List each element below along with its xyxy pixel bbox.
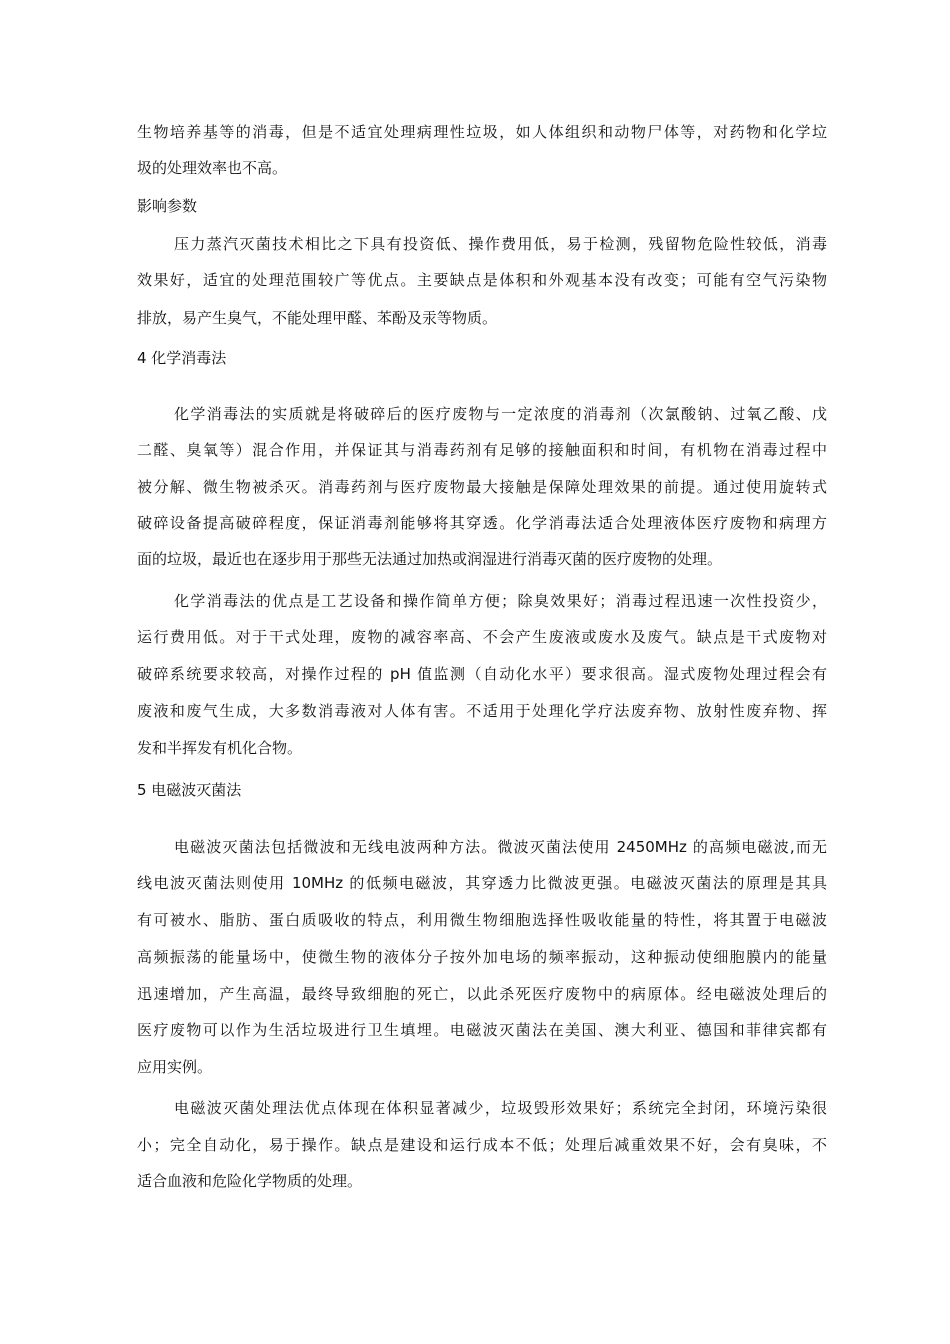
paragraph-line: 运行费用低。对于干式处理，废物的减容率高、不会产生废液或废水及废气。缺点是干式废物对 [137,628,827,646]
paragraph-line: 化学消毒法的实质就是将破碎后的医疗废物与一定浓度的消毒剂（次氯酸钠、过氧乙酸、戊 [174,405,827,423]
paragraph-line: 电磁波灭菌处理法优点体现在体积显著减少，垃圾毁形效果好；系统完全封闭，环境污染很 [174,1099,827,1117]
paragraph-line: 适合血液和危险化学物质的处理。 [137,1172,363,1190]
paragraph-line: 发和半挥发有机化合物。 [137,739,303,757]
section-heading-chemical: 4 化学消毒法 [137,349,227,367]
paragraph-line: 效果好，适宜的处理范围较广等优点。主要缺点是体积和外观基本没有改变；可能有空气污染物 [137,271,827,289]
section-heading-electromagnetic: 5 电磁波灭菌法 [137,781,242,799]
paragraph-line: 面的垃圾，最近也在逐步用于那些无法通过加热或润湿进行消毒灭菌的医疗废物的处理。 [137,550,723,568]
paragraph-line: 生物培养基等的消毒，但是不适宜处理病理性垃圾，如人体组织和动物尸体等，对药物和化学垃 [137,123,827,141]
paragraph-line: 圾的处理效率也不高。 [137,159,288,177]
paragraph-line: 破碎系统要求较高，对操作过程的 pH 值监测（自动化水平）要求很高。湿式废物处理过程会有 [137,665,827,683]
paragraph-line: 迅速增加，产生高温，最终导致细胞的死亡，以此杀死医疗废物中的病原体。经电磁波处理后的 [137,985,827,1003]
paragraph-line: 应用实例。 [137,1058,213,1076]
section-heading-params: 影响参数 [137,197,198,215]
paragraph-line: 排放，易产生臭气，不能处理甲醛、苯酚及汞等物质。 [137,309,498,327]
paragraph-line: 被分解、微生物被杀灭。消毒药剂与医疗废物最大接触是保障处理效果的前提。通过使用旋转式 [137,478,827,496]
paragraph-line: 有可被水、脂肪、蛋白质吸收的特点，利用微生物细胞选择性吸收能量的特性，将其置于电磁波 [137,911,827,929]
paragraph-line: 废液和废气生成，大多数消毒液对人体有害。不适用于处理化学疗法废弃物、放射性废弃物、挥 [137,702,827,720]
paragraph-line: 电磁波灭菌法包括微波和无线电波两种方法。微波灭菌法使用 2450MHz 的高频电磁波,而无 [174,838,827,856]
paragraph-line: 高频振荡的能量场中，使微生物的液体分子按外加电场的频率振动，这种振动使细胞膜内的能量 [137,948,827,966]
paragraph-line: 压力蒸汽灭菌技术相比之下具有投资低、操作费用低，易于检测，残留物危险性较低，消毒 [174,235,827,253]
paragraph-line: 线电波灭菌法则使用 10MHz 的低频电磁波，其穿透力比微波更强。电磁波灭菌法的原理是其具 [137,874,827,892]
paragraph-line: 二醛、臭氧等）混合作用，并保证其与消毒药剂有足够的接触面积和时间，有机物在消毒过程中 [137,441,827,459]
paragraph-line: 医疗废物可以作为生活垃圾进行卫生填埋。电磁波灭菌法在美国、澳大利亚、德国和菲律宾都有 [137,1021,827,1039]
paragraph-line: 化学消毒法的优点是工艺设备和操作简单方便；除臭效果好；消毒过程迅速一次性投资少， [174,592,827,610]
paragraph-line: 破碎设备提高破碎程度，保证消毒剂能够将其穿透。化学消毒法适合处理液体医疗废物和病理方 [137,514,827,532]
paragraph-line: 小；完全自动化，易于操作。缺点是建设和运行成本不低；处理后减重效果不好，会有臭味，不 [137,1136,827,1154]
